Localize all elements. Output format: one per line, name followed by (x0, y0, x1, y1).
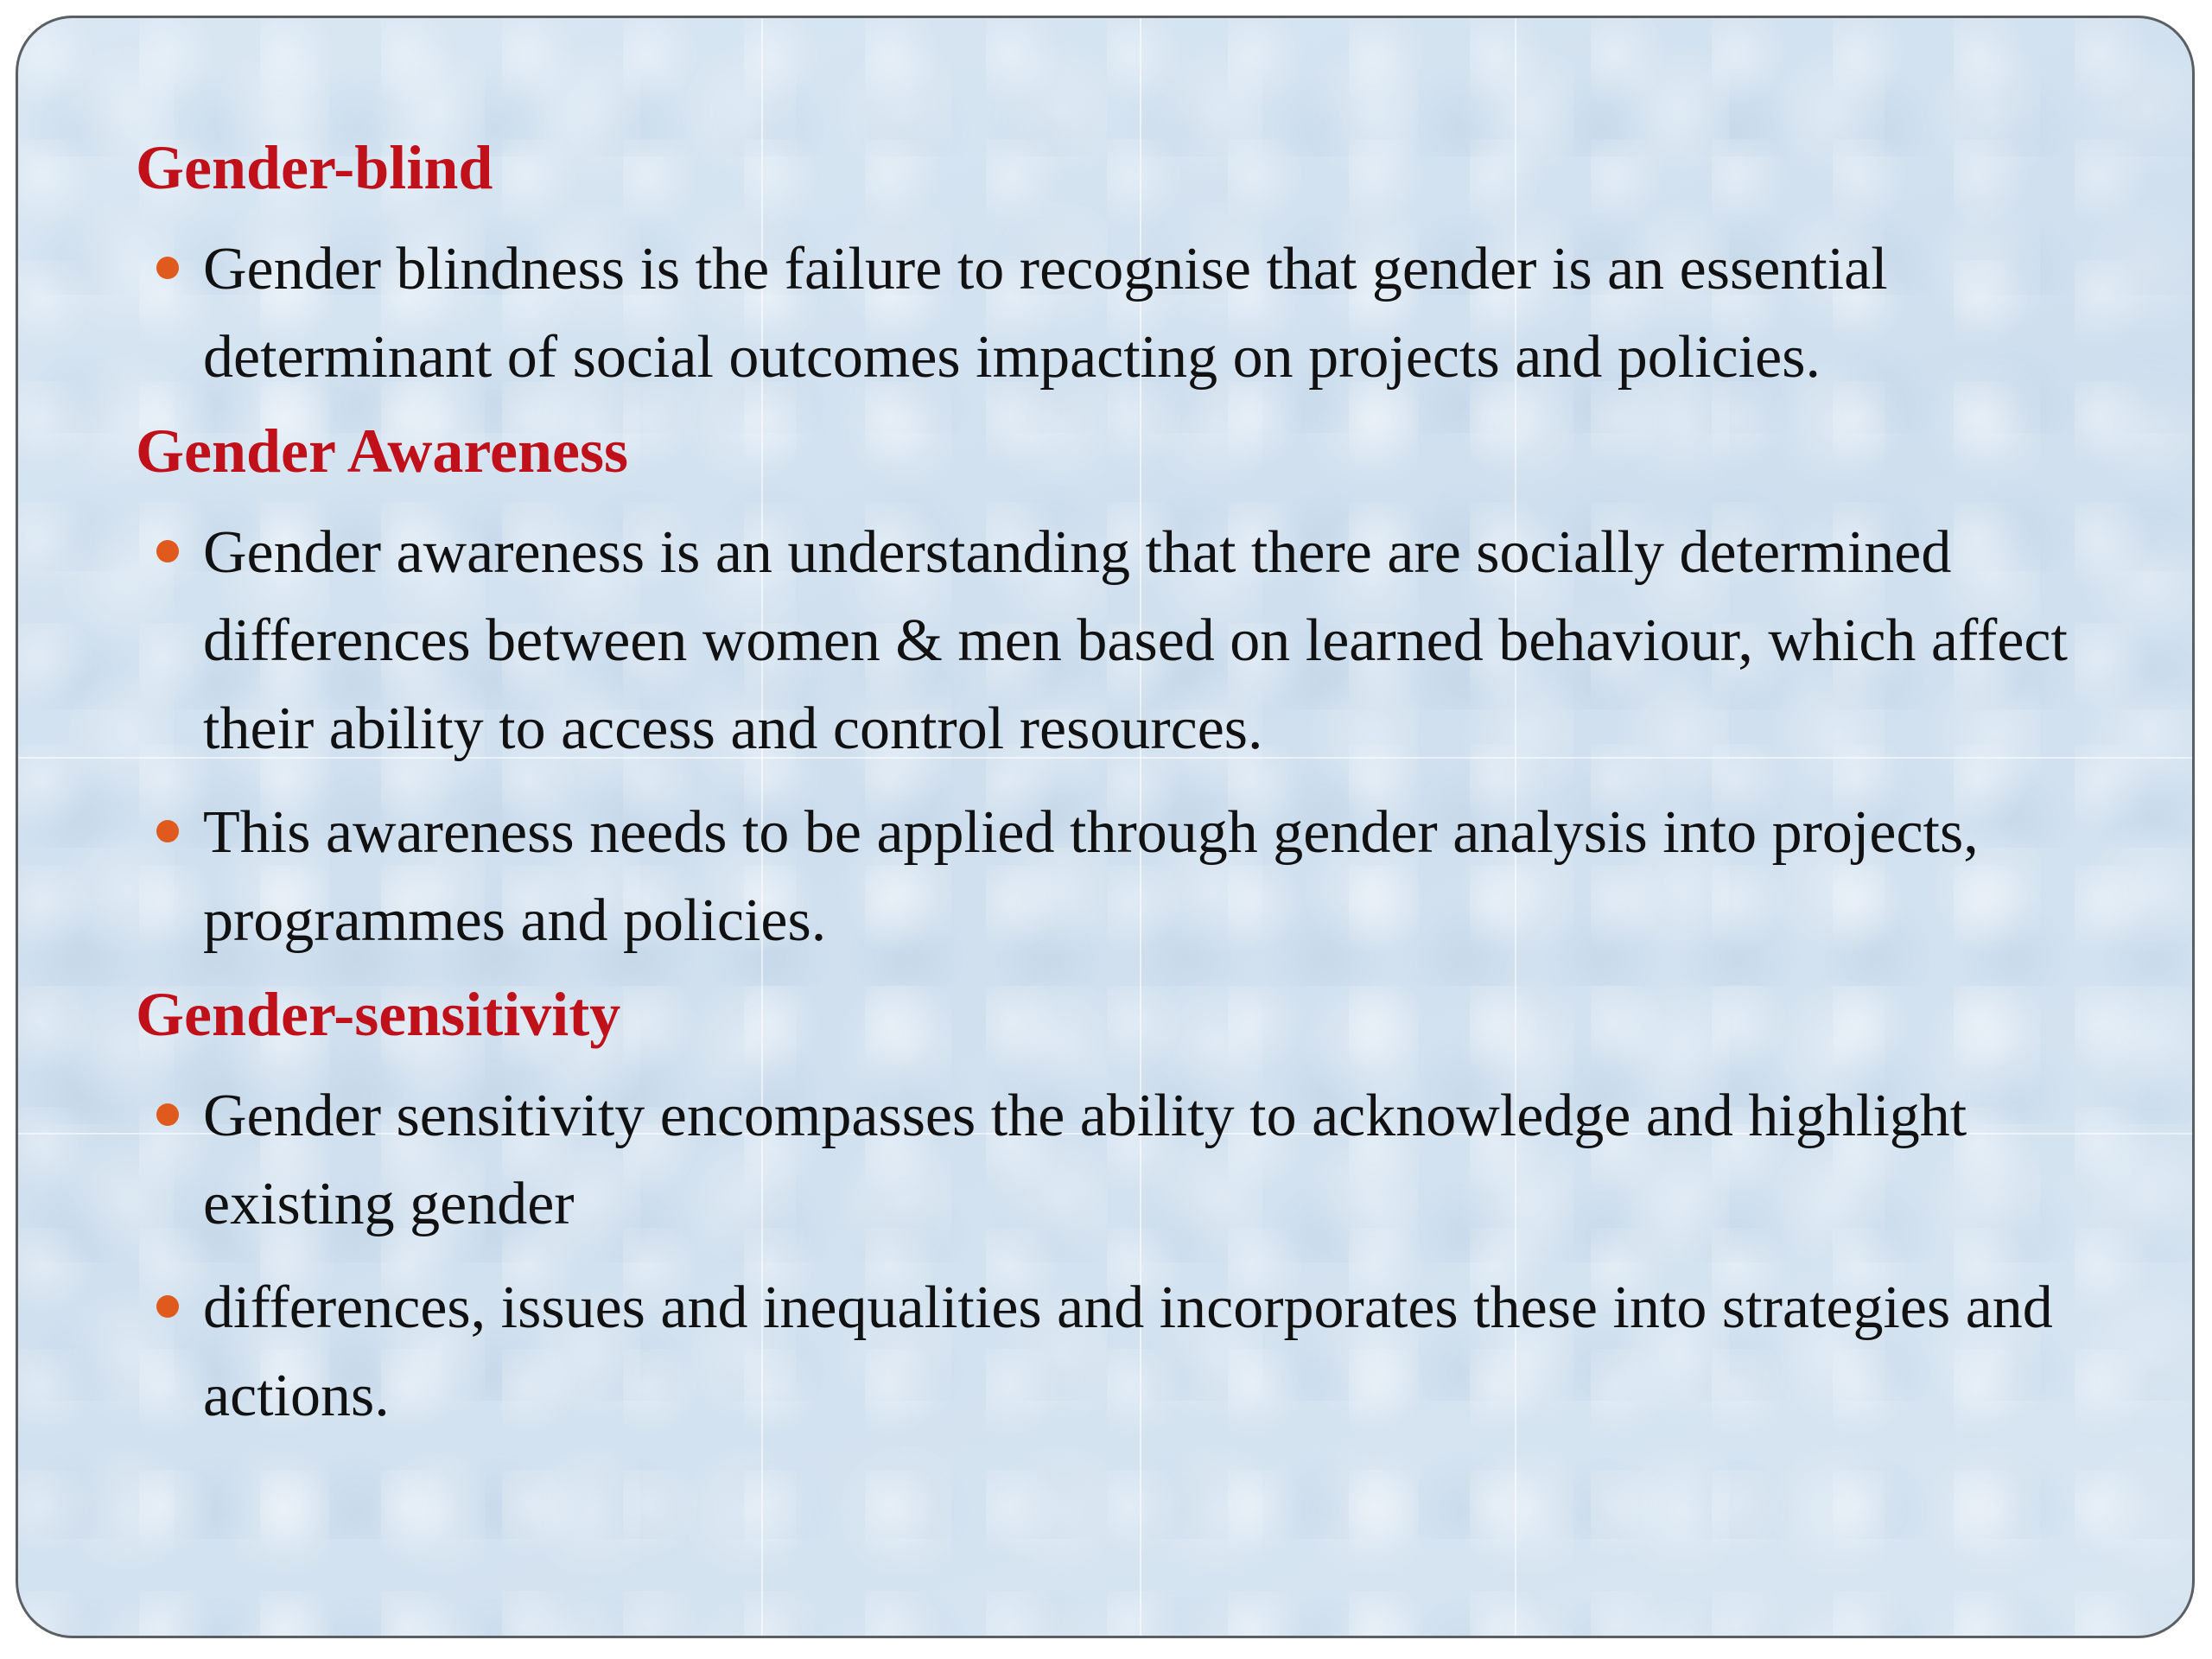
slide-content (136, 129, 2123, 1440)
bullet-text: differences, issues and inequalities and incorporates these into strategies and actions. (203, 1274, 2053, 1429)
section-heading-gender-sensitivity: Gender-sensitivity (136, 980, 621, 1049)
bullet-dot-icon (156, 1103, 179, 1126)
bullet-item (136, 789, 2123, 965)
bullet-text: Gender sensitivity encompasses the ability to acknowledge and highlight existing gender (203, 1083, 1967, 1237)
bullet-dot-icon (156, 540, 179, 563)
bullet-dot-icon (156, 1295, 179, 1318)
bullet-text: This awareness needs to be applied through gender analysis into projects, programmes and policies. (203, 799, 1979, 954)
bullet-item (136, 1072, 2123, 1249)
bullet-item (136, 509, 2123, 773)
section-heading-gender-blind: Gender-blind (136, 133, 493, 202)
bullet-item (136, 1264, 2123, 1440)
section-heading-gender-awareness: Gender Awareness (136, 416, 628, 486)
bullet-dot-icon (156, 820, 179, 842)
bullet-text: Gender awareness is an understanding that there are socially determined differences between women & men based on learned behaviour, which affect their ability to access and control resources. (203, 519, 2068, 762)
bullet-item (136, 226, 2123, 402)
slide (16, 16, 2195, 1638)
bullet-dot-icon (156, 257, 179, 279)
bullet-text: Gender blindness is the failure to recognise that gender is an essential determinant of social outcomes impacting on projects and policies. (203, 236, 1888, 391)
